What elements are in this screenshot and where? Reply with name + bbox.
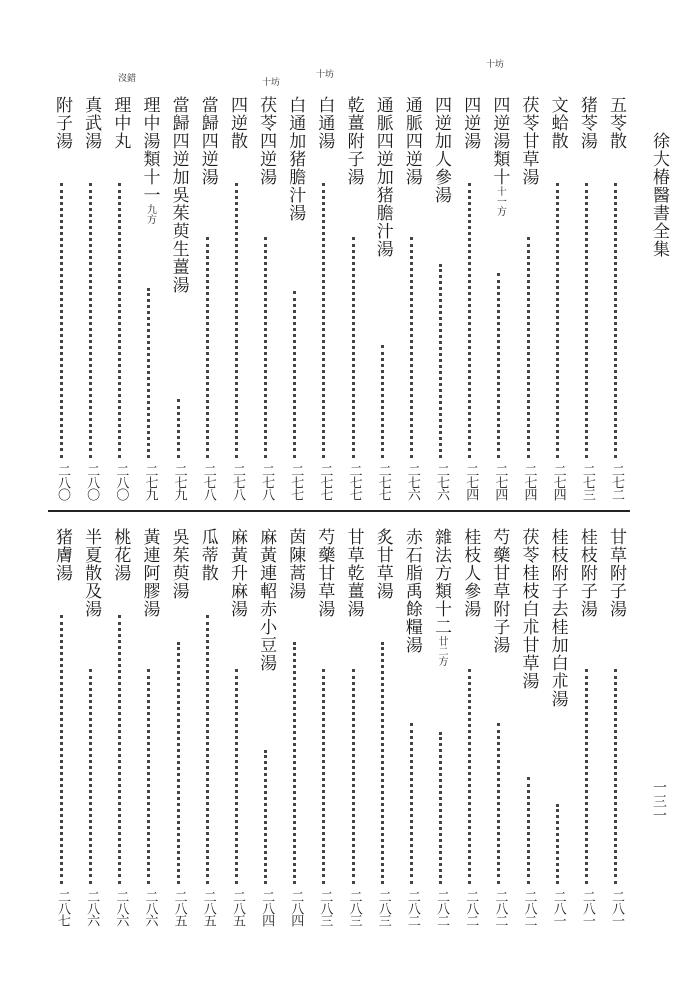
dot-leader <box>322 183 325 458</box>
toc-entry-count: 九方 <box>144 204 156 224</box>
dot-leader <box>352 669 355 884</box>
toc-entry-page: 二八二 <box>404 890 420 926</box>
dot-leader <box>614 669 617 884</box>
toc-entry-page: 二八三 <box>317 890 333 926</box>
toc-entry-title: 當歸四逆加吳茱萸生薑湯 <box>168 96 189 294</box>
toc-entry[interactable] <box>369 528 397 932</box>
toc-entry-title: 理中丸 <box>110 96 131 150</box>
toc-entry[interactable] <box>165 96 193 506</box>
dot-leader <box>235 669 238 884</box>
toc-entry[interactable] <box>281 96 309 506</box>
dot-leader <box>381 642 384 884</box>
toc-entry[interactable] <box>310 528 338 932</box>
dot-leader <box>439 732 442 884</box>
toc-entry-title: 理中湯類十一九方 <box>139 96 160 224</box>
toc-entry-title: 甘草乾薑湯 <box>343 528 364 618</box>
toc-entry[interactable] <box>310 96 338 506</box>
toc-entry-title: 半夏散及湯 <box>81 528 102 618</box>
toc-entry-page: 二八六 <box>84 890 100 926</box>
toc-entry-page: 二七四 <box>550 464 566 500</box>
toc-entry[interactable] <box>252 96 280 506</box>
dot-leader <box>556 183 559 458</box>
toc-entry-title: 通脈四逆加猪膽汁湯 <box>372 96 393 258</box>
toc-entry-title: 炙甘草湯 <box>372 528 393 600</box>
toc-entry-title: 茯苓甘草湯 <box>518 96 539 186</box>
toc-entry-title: 吳茱萸湯 <box>168 528 189 600</box>
dot-leader <box>235 183 238 458</box>
toc-entry[interactable] <box>340 528 368 932</box>
dot-leader <box>556 804 559 884</box>
toc-entry-page: 二八四 <box>259 890 275 926</box>
toc-entry-title: 附子湯 <box>52 96 72 150</box>
toc-entry[interactable] <box>456 528 484 932</box>
toc-entry[interactable] <box>77 528 105 932</box>
toc-entry[interactable] <box>515 528 543 932</box>
toc-entry-title: 四逆散 <box>226 96 247 150</box>
toc-entry-count: 十一方 <box>494 186 506 216</box>
handwritten-note: 十坊 <box>486 60 505 70</box>
toc-entry-title: 黃連阿膠湯 <box>139 528 160 618</box>
toc-entry-title: 五苓散 <box>606 96 626 150</box>
toc-entry[interactable] <box>77 96 105 506</box>
toc-entry-title: 當歸四逆湯 <box>197 96 218 186</box>
toc-entry-page: 二八五 <box>171 890 187 926</box>
toc-entry-title: 四逆湯 <box>460 96 481 150</box>
dot-leader <box>585 669 588 884</box>
toc-entry-title: 桂枝附子湯 <box>576 528 597 618</box>
toc-entry[interactable] <box>106 96 134 506</box>
toc-panel-top <box>48 96 630 506</box>
dot-leader <box>89 669 92 884</box>
toc-entry[interactable] <box>48 96 76 506</box>
toc-entry-page: 二八六 <box>142 890 158 926</box>
toc-entry-page: 二八五 <box>200 890 216 926</box>
toc-entry-page: 二八六 <box>113 890 129 926</box>
dot-leader <box>352 237 355 458</box>
toc-entry-title: 乾薑附子湯 <box>343 96 364 186</box>
toc-entry-page: 二八七 <box>55 890 70 926</box>
dot-leader <box>264 750 267 884</box>
toc-entry-page: 二八二 <box>521 890 537 926</box>
toc-entry-page: 二八三 <box>346 890 362 926</box>
toc-entry-title: 茵陳蒿湯 <box>285 528 306 600</box>
toc-entry-page: 二七七 <box>288 464 304 500</box>
toc-entry[interactable] <box>398 528 426 932</box>
toc-entry[interactable] <box>573 96 601 506</box>
dot-leader <box>147 669 150 884</box>
dot-leader <box>585 183 588 458</box>
dot-leader <box>468 669 471 884</box>
panel-divider <box>48 510 630 512</box>
dot-leader <box>118 615 121 884</box>
dot-leader <box>293 291 296 458</box>
toc-entry[interactable] <box>48 528 76 932</box>
toc-entry[interactable] <box>223 528 251 932</box>
toc-entry-title: 白通加猪膽汁湯 <box>285 96 306 222</box>
toc-entry[interactable] <box>485 96 513 506</box>
dot-leader <box>527 237 530 458</box>
toc-entry[interactable] <box>135 528 163 932</box>
toc-entry-title: 桂枝附子去桂加白朮湯 <box>547 528 568 708</box>
toc-entry-page: 二七七 <box>317 464 333 500</box>
toc-entry[interactable] <box>281 528 309 932</box>
page-number: 一三一 <box>651 780 667 822</box>
dot-leader <box>410 723 413 884</box>
handwritten-note: 十坊 <box>316 70 335 80</box>
toc-entry-page: 二八三 <box>375 890 391 926</box>
dot-leader <box>147 288 150 458</box>
dot-leader <box>527 777 530 884</box>
toc-entry-page: 二七八 <box>200 464 216 500</box>
dot-leader <box>468 183 471 458</box>
dot-leader <box>439 264 442 458</box>
toc-entry-page: 二八二 <box>463 890 479 926</box>
toc-entry-page: 二七八 <box>259 464 275 500</box>
toc-entry-page: 二七九 <box>171 464 187 500</box>
dot-leader <box>60 183 63 458</box>
toc-entry-page: 二八二 <box>434 890 450 926</box>
handwritten-note: 沒錯 <box>118 74 137 84</box>
dot-leader <box>381 345 384 458</box>
toc-entry[interactable] <box>427 528 455 932</box>
toc-entry-title: 茯苓四逆湯 <box>256 96 277 186</box>
dot-leader <box>264 237 267 458</box>
toc-entry-page: 二七九 <box>142 464 158 500</box>
toc-entry-page: 二七七 <box>346 464 362 500</box>
toc-entry-title: 赤石脂禹餘糧湯 <box>401 528 422 654</box>
dot-leader <box>410 237 413 458</box>
dot-leader <box>206 615 209 884</box>
toc-entry-title: 通脈四逆湯 <box>401 96 422 186</box>
toc-entry-title: 芍藥甘草附子湯 <box>489 528 510 654</box>
toc-entry-page: 二八〇 <box>113 464 129 500</box>
book-title: 徐大椿醫書全集 <box>649 132 669 258</box>
toc-entry[interactable] <box>573 528 601 932</box>
toc-entry-title: 四逆加人參湯 <box>431 96 452 204</box>
toc-entry[interactable] <box>194 96 222 506</box>
toc-entry-title: 芍藥甘草湯 <box>314 528 335 618</box>
toc-entry-page: 二七六 <box>404 464 420 500</box>
dot-leader <box>206 237 209 458</box>
toc-panel-bottom <box>48 528 630 932</box>
toc-entry-page: 二八五 <box>229 890 245 926</box>
toc-entry-page: 二七七 <box>375 464 391 500</box>
toc-entry-page: 二八一 <box>550 890 566 926</box>
dot-leader <box>177 642 180 884</box>
dot-leader <box>89 183 92 458</box>
toc-entry-page: 二七三 <box>579 464 595 500</box>
toc-entry[interactable] <box>135 96 163 506</box>
toc-entry-title: 四逆湯類十十一方 <box>489 96 510 216</box>
toc-entry[interactable] <box>398 96 426 506</box>
toc-entry-title: 瓜蒂散 <box>197 528 218 582</box>
toc-entry[interactable] <box>602 96 630 506</box>
toc-entry-title: 麻黃連軺赤小豆湯 <box>256 528 277 672</box>
toc-entry-title: 雜法方類十二廿二方 <box>431 528 452 666</box>
toc-entry-page: 二八一 <box>579 890 595 926</box>
toc-entry-page: 二七六 <box>434 464 450 500</box>
toc-entry-page: 二七八 <box>229 464 245 500</box>
dot-leader <box>497 723 500 884</box>
toc-entry[interactable] <box>544 528 572 932</box>
dot-leader <box>118 183 121 458</box>
toc-entry-count: 廿二方 <box>436 636 448 666</box>
toc-entry[interactable] <box>252 528 280 932</box>
toc-entry-title: 甘草附子湯 <box>606 528 626 618</box>
toc-entry[interactable] <box>602 528 630 932</box>
toc-entry-page: 二八〇 <box>84 464 100 500</box>
toc-entry[interactable] <box>106 528 134 932</box>
toc-entry-title: 白通湯 <box>314 96 335 150</box>
toc-entry-title: 麻黃升麻湯 <box>226 528 247 618</box>
toc-entry-title: 猪膚湯 <box>52 528 72 582</box>
toc-entry-page: 二八四 <box>288 890 304 926</box>
toc-entry-title: 桂枝人參湯 <box>460 528 481 618</box>
toc-entry-title: 茯苓桂枝白朮甘草湯 <box>518 528 539 690</box>
toc-entry-title: 猪苓湯 <box>576 96 597 150</box>
dot-leader <box>322 669 325 884</box>
handwritten-note: 十坊 <box>262 78 281 88</box>
toc-entry-page: 二七四 <box>463 464 479 500</box>
toc-entry-page: 二七四 <box>521 464 537 500</box>
toc-entry[interactable] <box>223 96 251 506</box>
toc-entry-title: 真武湯 <box>81 96 102 150</box>
toc-entry[interactable] <box>165 528 193 932</box>
toc-entry-page: 二八一 <box>609 890 624 926</box>
toc-entry[interactable] <box>544 96 572 506</box>
dot-leader <box>497 273 500 458</box>
toc-entry-page: 二八〇 <box>55 464 70 500</box>
toc-entry[interactable] <box>427 96 455 506</box>
toc-entry[interactable] <box>340 96 368 506</box>
toc-entry[interactable] <box>369 96 397 506</box>
toc-entry-page: 二七四 <box>492 464 508 500</box>
toc-entry[interactable] <box>485 528 513 932</box>
toc-entry[interactable] <box>515 96 543 506</box>
dot-leader <box>614 183 617 458</box>
dot-leader <box>177 399 180 458</box>
toc-entry-page: 二八二 <box>492 890 508 926</box>
toc-entry[interactable] <box>194 528 222 932</box>
dot-leader <box>60 615 63 884</box>
toc-entry-page: 二七二 <box>609 464 624 500</box>
toc-entry[interactable] <box>456 96 484 506</box>
dot-leader <box>293 642 296 884</box>
toc-entry-title: 桃花湯 <box>110 528 131 582</box>
toc-entry-title: 文蛤散 <box>547 96 568 150</box>
